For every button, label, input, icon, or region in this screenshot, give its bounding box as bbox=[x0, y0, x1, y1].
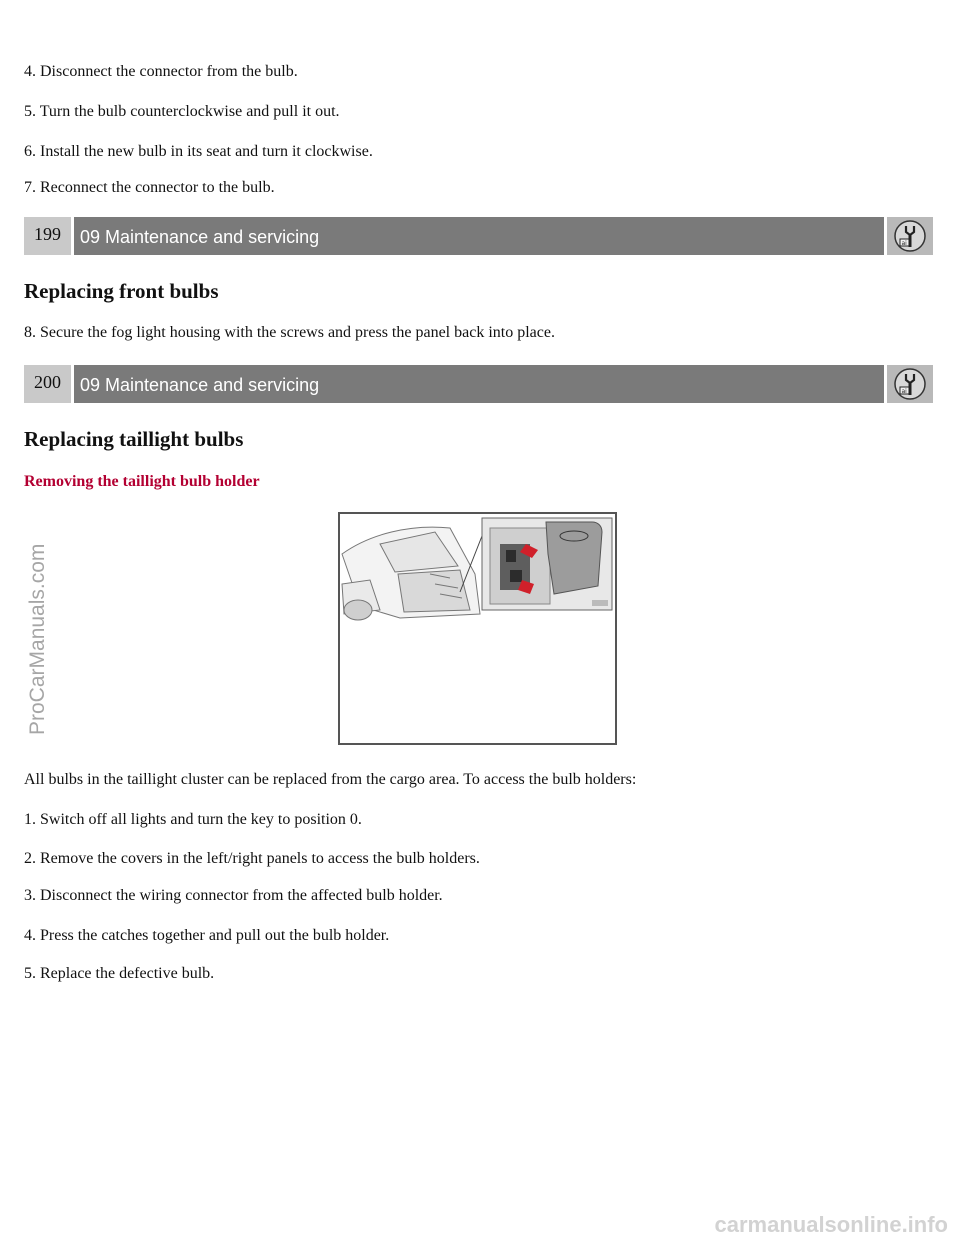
svg-text:ai: ai bbox=[901, 388, 907, 395]
inset-detail bbox=[482, 518, 612, 610]
page-number: 199 bbox=[24, 217, 71, 255]
taillight-illustration bbox=[338, 512, 617, 745]
step-text: 2. Remove the covers in the left/right panels to access the bulb holders. bbox=[24, 850, 480, 867]
svg-text:ai: ai bbox=[901, 240, 907, 247]
car-sketch bbox=[342, 527, 480, 620]
page-number: 200 bbox=[24, 365, 71, 403]
chapter-bar bbox=[24, 365, 933, 403]
step-text: 6. Install the new bulb in its seat and turn it clockwise. bbox=[24, 143, 373, 160]
wrench-icon bbox=[887, 365, 933, 403]
step-text: 5. Turn the bulb counterclockwise and pull it out. bbox=[24, 103, 340, 120]
step-text: 4. Disconnect the connector from the bulb. bbox=[24, 63, 298, 80]
chapter-bar bbox=[24, 217, 933, 255]
step-text: 5. Replace the defective bulb. bbox=[24, 965, 215, 982]
section-heading: Replacing front bulbs bbox=[24, 279, 219, 303]
subheading: Removing the taillight bulb holder bbox=[24, 473, 260, 490]
step-text: 1. Switch off all lights and turn the key to position 0. bbox=[24, 811, 362, 828]
body-text: 8. Secure the fog light housing with the screws and press the panel back into place. bbox=[24, 324, 555, 341]
body-text: All bulbs in the taillight cluster can be replaced from the cargo area. To access the bulb holders: bbox=[24, 771, 637, 788]
side-watermark: ProCarManuals.com bbox=[26, 543, 49, 735]
section-heading: Replacing taillight bulbs bbox=[24, 427, 244, 451]
step-text: 7. Reconnect the connector to the bulb. bbox=[24, 179, 275, 196]
bottom-watermark: carmanualsonline.info bbox=[714, 1212, 948, 1237]
step-text: 3. Disconnect the wiring connector from the affected bulb holder. bbox=[24, 887, 443, 904]
wrench-icon bbox=[887, 217, 933, 255]
chapter-title: 09 Maintenance and servicing bbox=[74, 217, 884, 255]
chapter-title: 09 Maintenance and servicing bbox=[74, 365, 884, 403]
step-text: 4. Press the catches together and pull out the bulb holder. bbox=[24, 927, 390, 944]
